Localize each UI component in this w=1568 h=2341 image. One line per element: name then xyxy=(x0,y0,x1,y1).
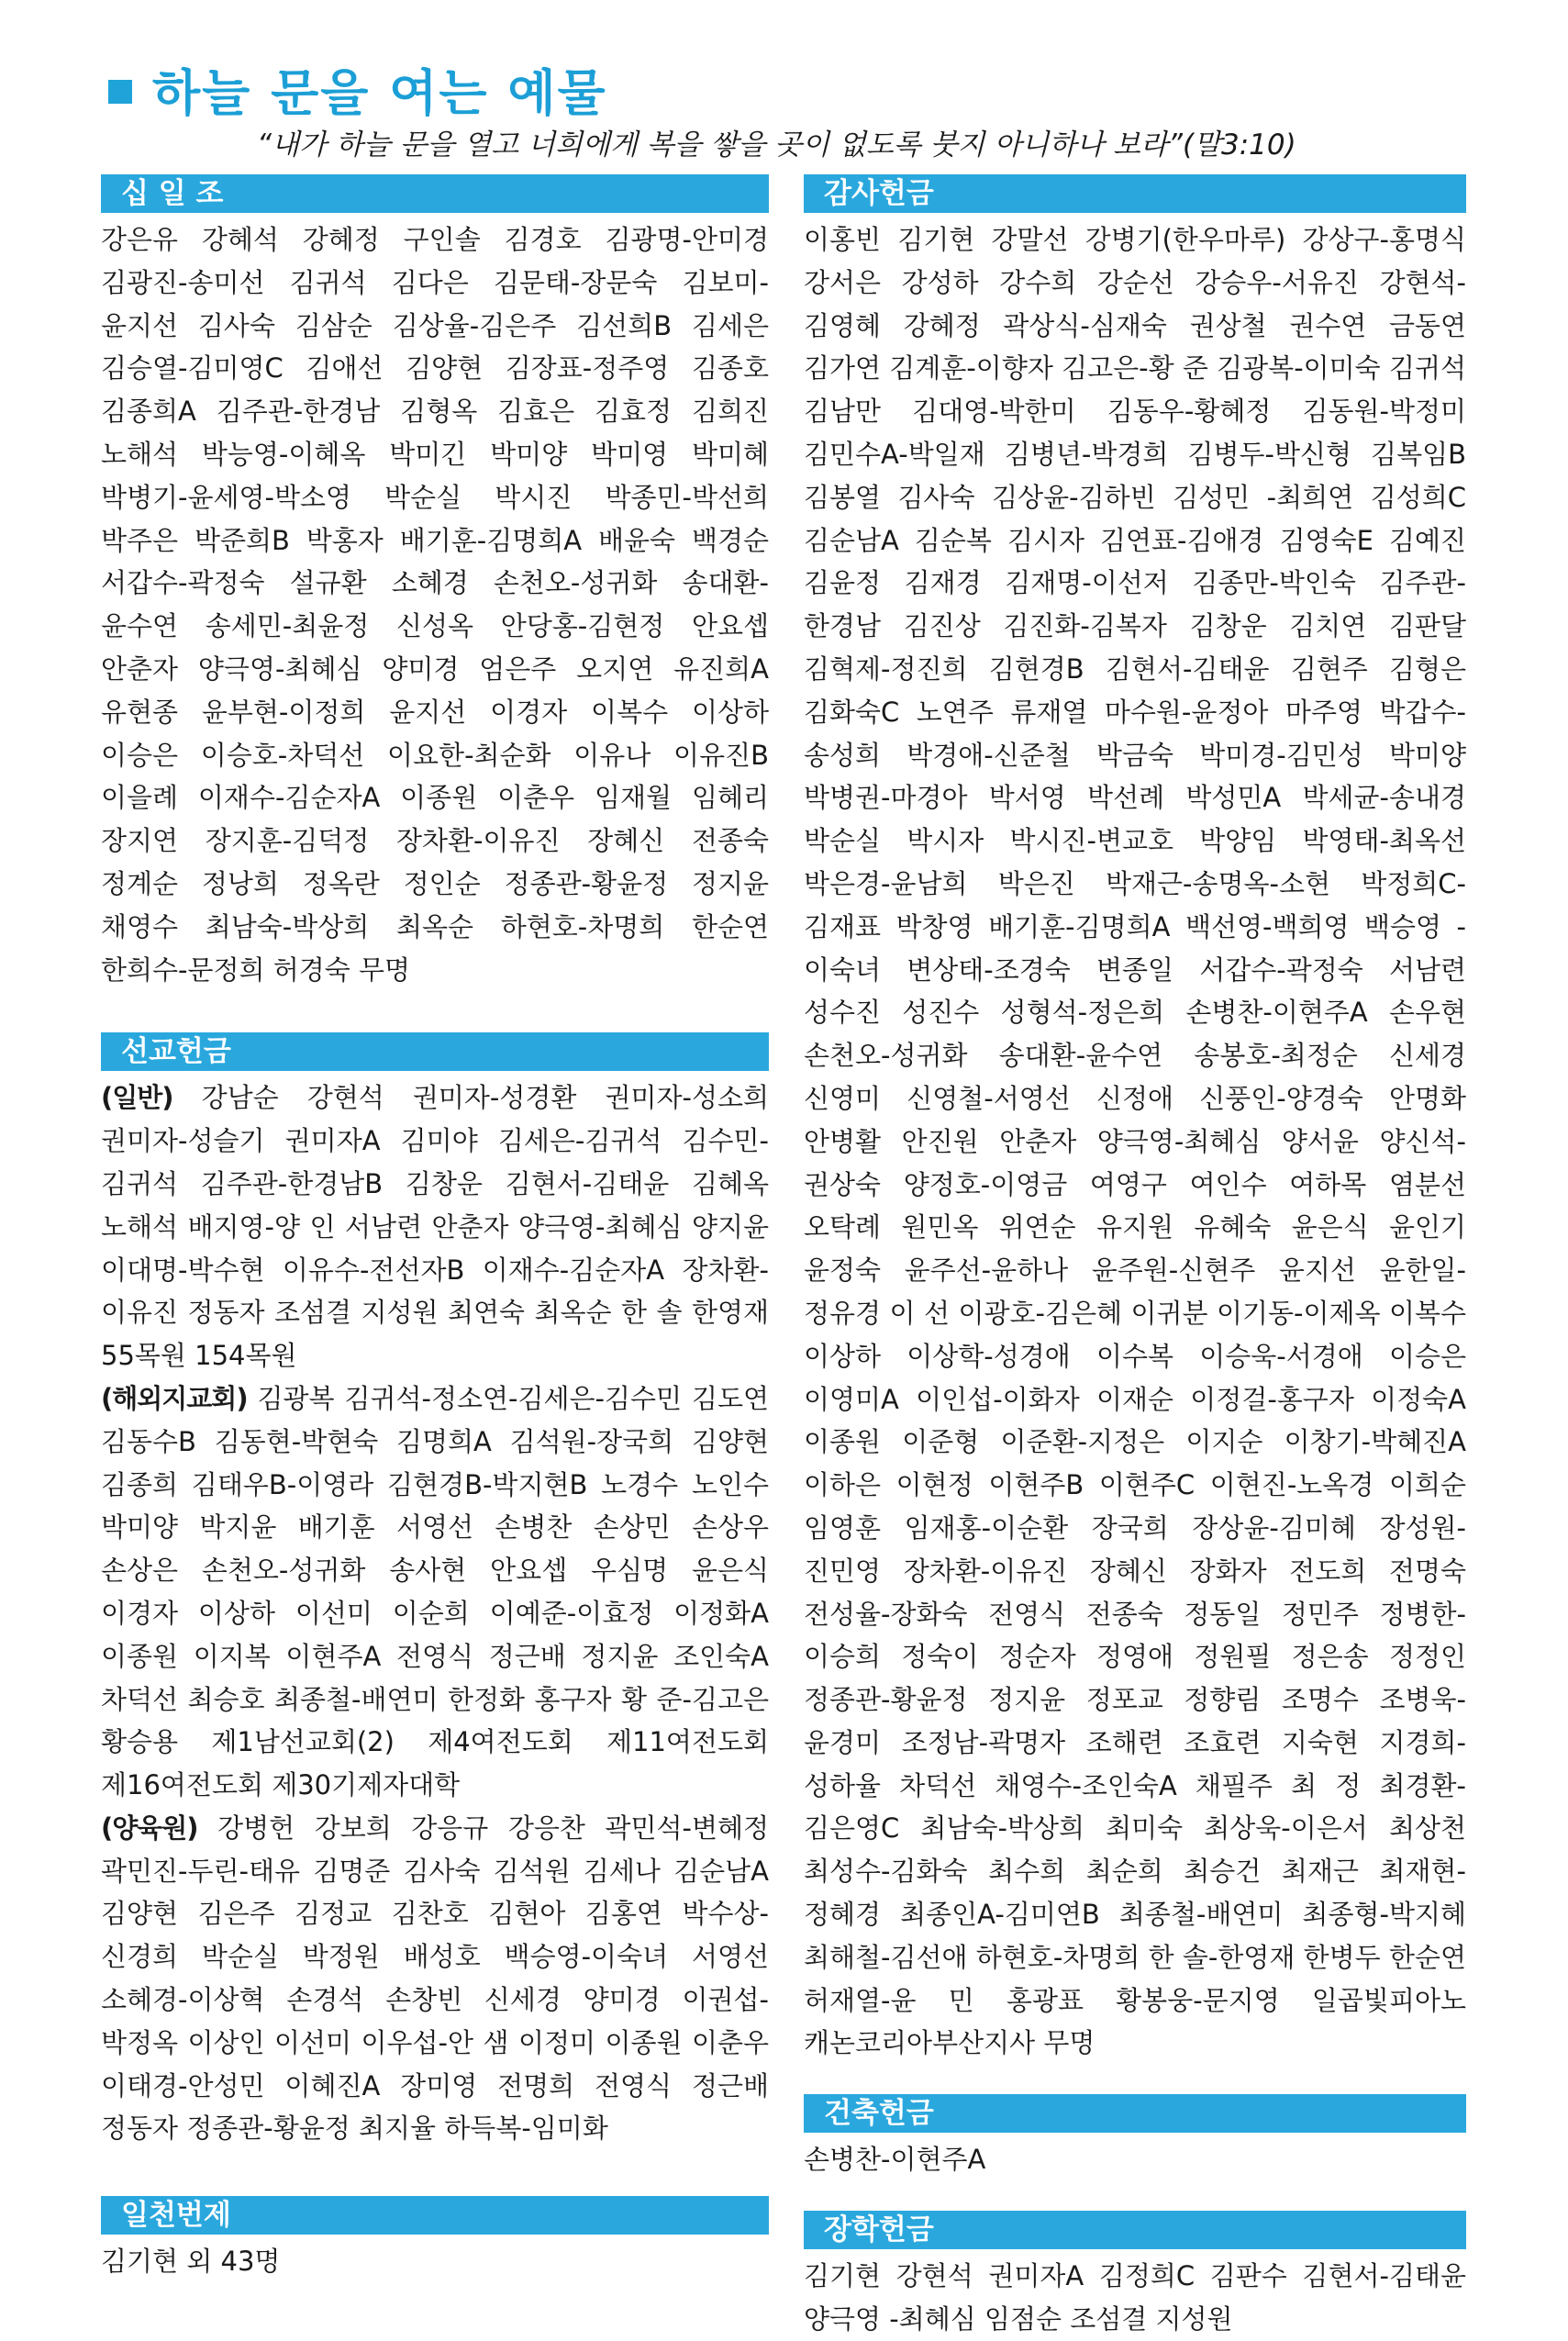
thanks-names: 이홍빈 김기현 강말선 강병기(한우마루) 강상구-홍명식 강서은 강성하 강수희 강순선 강승우-서유진 강현석-김영혜 강혜정 곽상식-심재숙 권상철 권수연 금동연 김가연 김계훈-이향자 김고은-황 준 김광복-이미숙 김귀석 김남만 김대영-박한미 김동우-황혜정 김동원-박정미 김민수A-박일재 김병년-박경희 김병두-박신형 김복임B 김봉열 김사숙 김상윤-김하빈 김성민 -최희연 김성희C 김순남A 김순복 김시자 김연표-김애경 김영숙E 김예진 김윤정 김재경 김재명-이선저 김종만-박인숙 김주관-한경남 김진상 김진화-김복자 김창운 김치연 김판달 김혁제-정진희 김현경B 김현서-김태윤 김현주 김형은 김화숙C 노연주 류재열 마수원-윤정아 마주영 박갑수-송성희 박경애-신준철 박금숙 박미경-김민성 박미양 박병권-마경아 박서영 박선례 박성민A 박세균-송내경 박순실 박시자 박시진-변교호 박양임 박영태-최옥선 박은경-윤남희 박은진 박재근-송명옥-소현 박정희C-김재표 박창영 배기훈-김명희A 백선영-백희영 백승영 -이숙녀 변상태-조경숙 변종일 서갑수-곽정숙 서남련 성수진 성진수 성형석-정은희 손병찬-이현주A 손우현 손천오-성귀화 송대환-윤수연 송봉호-최정순 신세경 신영미 신영철-서영선 신정애 신풍인-양경숙 안명화 안병활 안진원 안춘자 양극영-최혜심 양서윤 양신석-권상숙 양정호-이영금 여영구 여인수 여하목 염분선 오탁례 원민옥 위연순 유지원 유혜숙 윤은식 윤인기 윤정숙 윤주선-윤하나 윤주원-신현주 윤지선 윤한일-정유경 이 선 이광호-김은혜 이귀분 이기동-이제옥 이복수 이상하 이상학-성경애 이수복 이승욱-서경애 이승은 이영미A 이인섭-이화자 이재순 이정걸-홍구자 이정숙A 이종원 이준형 이준환-지정은 이지순 이창기-박혜진A 이하은 이현정 이현주B 이현주C 이현진-노옥경 이희순 임영훈 임재홍-이순환 장국희 장상윤-김미혜 장성원-진민영 장차환-이유진 장혜신 장화자 전도희 전명숙 전성율-장화숙 전영식 전종숙 정동일 정민주 정병한-이승희 정숙이 정순자 정영애 정원필 정은송 정정인 정종관-황윤정 정지윤 정포교 정향림 조명수 조병욱-윤경미 조정남-곽명자 조해련 조효련 지숙현 지경희-성하율 차덕선 채영수-조인숙A 채필주 최 정 최경환-김은영C 최남숙-박상희 최미숙 최상욱-이은서 최상천 최성수-김화숙 최수희 최순희 최승건 최재근 최재현-정혜경 최종인A-김미연B 최종철-배연미 최종형-박지혜 최해철-김선애 하현호-차명희 한 솔-한영재 한병두 한순연 허재열-윤 민 홍광표 황봉웅-문지영 일곱빛피아노 캐논코리아부산지사 무명 xyxy=(804,224,1466,2059)
scholarship-names: 김기현 강현석 권미자A 김정희C 김판수 김현서-김태윤 양극영 -최혜심 임점순 조섬결 지성원 xyxy=(804,2260,1466,2335)
tithe-donor-list xyxy=(101,218,769,991)
first-fruits-list xyxy=(101,2240,769,2283)
section-tithe xyxy=(101,174,769,991)
mission-overseas-label: (해외지교회) xyxy=(101,1382,248,1414)
section-title-mission: 선교헌금 xyxy=(101,1032,769,1071)
mission-nursing-paragraph xyxy=(101,1807,769,2150)
section-title-scholarship: 장학헌금 xyxy=(804,2211,1466,2249)
page-header xyxy=(108,57,607,121)
mission-overseas-names: 김광복 김귀석-정소연-김세은-김수민 김도연 김동수B 김동현-박현숙 김명희A 김석원-장국희 김양현 김종희 김태우B-이영라 김현경B-박지현B 노경수 노인수 박미양 박지윤 배기훈 서영선 손병찬 손상민 손상우 손상은 손천오-성귀화 송사현 안요셉 우심명 윤은식 이경자 이상하 이선미 이순희 이예준-이효정 이정화A 이종원 이지복 이현주A 전영식 정근배 정지윤 조인숙A 차덕선 최승호 최종철-배연미 한정화 홍구자 황 준-김고은 황승용 제1남선교회(2) 제4여전도회 제11여전도회 제16여전도회 제30기제자대학 xyxy=(101,1382,769,1801)
section-building xyxy=(804,2094,1466,2181)
mission-general-label: (일반) xyxy=(101,1082,173,1114)
section-title-first-fruits: 일천번제 xyxy=(101,2196,769,2235)
left-column xyxy=(101,174,769,2283)
mission-nursing-label: (양육원) xyxy=(101,1811,198,1844)
building-names: 손병찬-이현주A xyxy=(804,2144,986,2176)
bible-verse: “내가 하늘 문을 열고 너희에게 복을 쌓을 곳이 없도록 붓지 아니하나 보라”(말3:10) xyxy=(257,128,1296,162)
mission-general-paragraph xyxy=(101,1076,769,1377)
right-column xyxy=(804,174,1466,2341)
section-title-thanks: 감사헌금 xyxy=(804,174,1466,213)
mission-nursing-names: 강병헌 강보희 강응규 강응찬 곽민석-변혜정 곽민진-두린-태유 김명준 김사숙 김석원 김세나 김순남A 김양현 김은주 김정교 김찬호 김현아 김홍연 박수상-신경희 박순실 박정원 배성호 백승영-이숙녀 서영선 소혜경-이상혁 손경석 손창빈 신세경 양미경 이권섭-박정옥 이상인 이선미 이우섭-안 샘 이정미 이종원 이춘우 이태경-안성민 이혜진A 장미영 전명희 전영식 정근배 정동자 정종관-황윤정 최지율 하득복-임미화 xyxy=(101,1811,769,2145)
section-first-fruits xyxy=(101,2196,769,2283)
thanks-donor-list xyxy=(804,218,1466,2065)
section-title-tithe: 십 일 조 xyxy=(101,174,769,213)
scholarship-donor-list xyxy=(804,2255,1466,2341)
section-title-building: 건축헌금 xyxy=(804,2094,1466,2133)
mission-general-names: 강남순 강현석 권미자-성경환 권미자-성소희 권미자-성슬기 권미자A 김미야 김세은-김귀석 김수민-김귀석 김주관-한경남B 김창운 김현서-김태윤 김혜옥 노해석 배지영-양 인 서남련 안춘자 양극영-최혜심 양지윤 이대명-박수현 이유수-전선자B 이재수-김순자A 장차환-이유진 정동자 조섬결 지성원 최연숙 최옥순 한 솔 한영재 55목원 154목원 xyxy=(101,1082,769,1372)
page-title: 하늘 문을 여는 예물 xyxy=(152,63,607,122)
tithe-names: 강은유 강혜석 강혜정 구인솔 김경호 김광명-안미경 김광진-송미선 김귀석 김다은 김문태-장문숙 김보미-윤지선 김사숙 김삼순 김상율-김은주 김선희B 김세은 김승열-김미영C 김애선 김양현 김장표-정주영 김종호 김종희A 김주관-한경남 김형옥 김효은 김효정 김희진 노해석 박능영-이혜옥 박미긴 박미양 박미영 박미혜 박병기-윤세영-박소영 박순실 박시진 박종민-박선희 박주은 박준희B 박홍자 배기훈-김명희A 배윤숙 백경순 서갑수-곽정숙 설규환 소혜경 손천오-성귀화 송대환-윤수연 송세민-최윤정 신성옥 안당홍-김현정 안요셉 안춘자 양극영-최혜심 양미경 엄은주 오지연 유진희A 유현종 윤부현-이정희 윤지선 이경자 이복수 이상하 이승은 이승호-차덕선 이요한-최순화 이유나 이유진B 이을례 이재수-김순자A 이종원 이춘우 임재월 임혜리 장지연 장지훈-김덕정 장차환-이유진 장혜신 전종숙 정계순 정낭희 정옥란 정인순 정종관-황윤정 정지윤 채영수 최남숙-박상희 최옥순 하현호-차명희 한순연 한희수-문정희 허경숙 무명 xyxy=(101,224,769,986)
first-fruits-names: 김기현 외 43명 xyxy=(101,2246,281,2278)
mission-donor-list xyxy=(101,1076,769,2150)
section-thanks xyxy=(804,174,1466,2065)
mission-overseas-paragraph xyxy=(101,1377,769,1807)
section-mission xyxy=(101,1032,769,2150)
building-donor-list xyxy=(804,2138,1466,2181)
square-bullet-icon xyxy=(108,80,132,104)
